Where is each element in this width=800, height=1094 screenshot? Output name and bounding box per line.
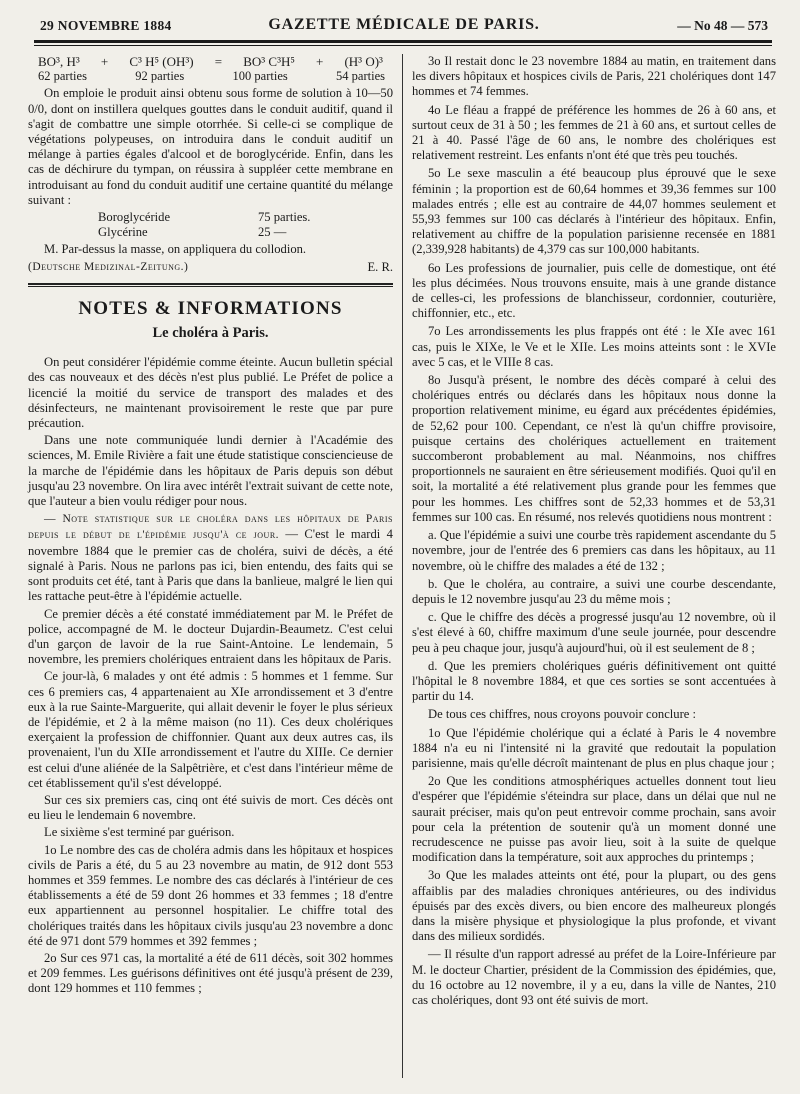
formula-value: 100 parties bbox=[232, 69, 288, 84]
formula-value: 62 parties bbox=[38, 69, 87, 84]
mixture-recipe bbox=[98, 210, 393, 240]
ingredient-qty: 25 — bbox=[258, 225, 287, 240]
conclusion-item: 2o Que les conditions atmosphériques actuelles donnent tout lieu d'espérer que l'épidémie s'éteindra sur place, dans un délai que nul ne saurait préciser, mais qu'on peut entrevoir comme prochain, sans avoir pour cela la prétention de soutenir qu'à un moment donné une recrudescence ne puisse pas avoir lieu, soit à la suite de quelque modification dans la température, soit aux approches du printemps ; bbox=[412, 774, 776, 865]
ingredient-name: Boroglycéride bbox=[98, 210, 171, 225]
note-heading: — Note statistique sur le choléra dans les hôpitaux de Paris depuis le début de l'épidémie jusqu'à ce jour. bbox=[28, 513, 393, 542]
paragraph: Ce jour-là, 6 malades y ont été admis : 5 hommes et 1 femme. Sur ces 6 premiers cas, 4 appartenaient au XIe arrondissement et 3 d'entre eux à la rue Sainte-Marguerite, qui allait devenir le foyer le plus sérieux de l'épidémie, et 2 à la même maison (no 11). Ces deux cholériques exerçaient la profession de chiffonnier. Quant aux deux autres cas, ils provenaient, l'un du XIIe arrondissement et l'autre du XIIIe. Ce dernier est celui d'une aliénée de la Salpêtrière, et c'est dans l'intérieur même de cet établissement qu'il s'est développé. bbox=[28, 669, 393, 790]
paragraph: Dans une note communiquée lundi dernier à l'Académie des sciences, M. Emile Rivière a fait une étude statistique consciencieuse de la marche de l'épidémie dans les hôpitaux de Paris depuis son début jusqu'au 23 novembre. On lira avec intérêt l'extrait suivant de cette note, que l'auteur a bien voulu rédiger pour nous. bbox=[28, 433, 393, 509]
source-name: (Deutsche Medizinal-Zeitung.) bbox=[28, 260, 189, 273]
paragraph: On peut considérer l'épidémie comme éteinte. Aucun bulletin spécial des cas nouveaux et des décès n'est plus publié. Le Préfet de police a licencié la moitié du service de transport des malades et des désinfecteurs, ne maintenant provisoirement le reste que par pure précaution. bbox=[28, 355, 393, 431]
article-title: Le choléra à Paris. bbox=[152, 325, 269, 342]
paragraph: 4o Le fléau a frappé de préférence les hommes de 26 à 60 ans, et surtout ceux de 31 à 50 ; les femmes de 21 à 60 ans, et surtout celles de 21 à 40. Passé l'âge de 60 ans, le nombre des cholériques est relativement restreint. Les enfants n'ont été que très peu touchés. bbox=[412, 102, 776, 163]
ingredient-name: Glycérine bbox=[98, 225, 148, 240]
equation-quantities bbox=[28, 69, 393, 86]
paragraph: M. Par-dessus la masse, on appliquera du collodion. bbox=[44, 242, 307, 257]
paragraph: — Il résulte d'un rapport adressé au préfet de la Loire-Inférieure par M. le docteur Chartier, président de la Commission des épidémies, que, du 16 octobre au 12 novembre, il y a eu, dans la ville de Nantes, 210 cas cholériques, dont 93 ont été suivis de mort. bbox=[412, 947, 776, 1007]
formula-value: 54 parties bbox=[336, 69, 385, 84]
paragraph: 6o Les professions de journalier, puis celle de domestique, ont été les plus décimées. Nous trouvons ensuite, mais à une grande distance de celles-ci, les professions de blanchisseur, cordonnier, couturière, chiffonnier, etc., etc. bbox=[412, 260, 776, 321]
conclusion-item: 1o Que l'épidémie cholérique qui a éclaté à Paris le 4 novembre 1884 n'a eu ni l'intensité ni la gravité que redoutait la population parisienne, mais qu'elle décroît maintenant de plus en plus chaque jour ; bbox=[412, 725, 776, 770]
left-column bbox=[28, 54, 393, 999]
formula-op: + bbox=[316, 54, 324, 69]
note-text: — C'est le mardi 4 novembre 1884 que le premier cas de choléra, suivi de décès, a été signalé à Paris. Nous ne parlons pas ici, bien entendu, des faits qui se sont produits cet été, tant à Paris que dans la banlieue, malgré le lien qui les rattache peut-être à l'épidémie actuelle. bbox=[28, 527, 393, 604]
column-divider bbox=[402, 54, 403, 1078]
paragraph: Le sixième s'est terminé par guérison. bbox=[44, 825, 235, 840]
section-rule bbox=[28, 283, 393, 285]
section-title: NOTES & INFORMATIONS bbox=[78, 297, 343, 319]
paragraph: 1o Le nombre des cas de choléra admis dans les hôpitaux et hospices civils de Paris a été, du 5 au 23 novembre au matin, de 912 dont 553 hommes et 359 femmes. Le nombre des cas déclarés à l'intérieur de ces établissements a été de 59 dont 26 hommes et 33 femmes ; 18 d'entre eux appartiennent au personnel hospitalier. Le chiffre total des cholériques traités dans les hôpitaux civils jusqu'au 23 novembre a donc été de 971 dont 579 hommes et 392 femmes ; bbox=[28, 842, 393, 948]
paragraph: 7o Les arrondissements les plus frappés ont été : le XIe avec 161 cas, puis le XIXe, le Ve et le XIIe. Les moins atteints sont : le XVIe avec 5 cas, et le VIIIe 8 cas. bbox=[412, 324, 776, 369]
issue-page-number: — No 48 — 573 bbox=[677, 18, 768, 33]
page-header bbox=[34, 14, 774, 36]
paragraph: 8o Jusqu'à présent, le nombre des décès comparé à celui des cholériques entrés ou déclarés dans les hôpitaux nous donne la proportion relativement minime, eu égard aux précédentes épidémies, de 52,62 pour 100. Cependant, ce n'est là qu'un chiffre provisoire, puisque certains des cholériques actuellement en traitement succomberont probablement au mal. Néanmoins, nos chiffres proportionnels ne sauraient en être sérieusement modifiés. Quoi qu'il en soit, la mortalité a été relativement plus grande pour les femmes que pour les hommes. Les chiffres sont de 52,33 hommes et de 53,31 femmes sur 100 cas. En résumé, nos relevés quotidiens nous montrent : bbox=[412, 373, 776, 524]
chemical-equation bbox=[28, 54, 393, 69]
formula-op: + bbox=[100, 54, 109, 69]
header-rule bbox=[34, 40, 772, 43]
formula-term: BO³ C³H⁵ bbox=[243, 54, 295, 69]
paragraph: De tous ces chiffres, nous croyons pouvoir conclure : bbox=[428, 707, 697, 722]
source-citation bbox=[28, 260, 393, 275]
paragraph bbox=[28, 511, 393, 604]
conclusion-item: 3o Que les malades atteints ont été, pour la plupart, ou des gens affaiblis par des maladies chroniques antérieures, ou des individus épuisés par des excès divers, ou bien encore des malheureux plongés dans la misère physique et physiologique la plus profonde, et vivant dans des milieux sordidés. bbox=[412, 868, 776, 944]
header-rule-thin bbox=[34, 45, 772, 46]
formula-term: (H³ O)³ bbox=[344, 54, 383, 69]
list-item: b. Que le choléra, au contraire, a suivi une courbe descendante, depuis le 12 novembre jusqu'au 23 du même mois ; bbox=[412, 576, 776, 606]
formula-value: 92 parties bbox=[135, 69, 185, 84]
paragraph: 3o Il restait donc le 23 novembre 1884 au matin, en traitement dans les divers hôpitaux et hospices civils de Paris, 221 cholériques dont 147 hommes et 74 femmes. bbox=[412, 54, 776, 99]
paragraph: 5o Le sexe masculin a été beaucoup plus éprouvé que le sexe féminin ; la proportion est de 60,64 hommes et 39,36 femmes sur 100 malades entrés ; elle est au contraire de 44,07 hommes seulement et 55,93 femmes sur 100 cas déclarés à l'intérieur des hôpitaux. Enfin, relativement au chiffre de la population parisienne recensée en 1881 (2,339,928 habitants) de 4,379 cas sur 100,000 habitants. bbox=[412, 166, 776, 257]
formula-term: C³ H⁵ (OH³) bbox=[129, 54, 194, 69]
list-item: d. Que les premiers cholériques guéris définitivement ont quitté l'hôpital le 8 novembre 1884, et que ces sorties se sont accentuées à partir du 14. bbox=[412, 658, 776, 704]
right-column bbox=[412, 54, 776, 1011]
formula-op: = bbox=[214, 54, 223, 69]
author-initials: E. R. bbox=[367, 259, 393, 274]
section-rule-thin bbox=[28, 286, 393, 287]
paragraph: Ce premier décès a été constaté immédiatement par M. le Préfet de police, accompagné de M. le docteur Dujardin-Beaumetz. C'est celui d'un garçon de lavoir de la rue Saint-Antoine. Le lendemain, 5 novembre, les premiers cholériques entraient dans les hôpitaux de Paris. bbox=[28, 606, 393, 667]
issue-date: 29 NOVEMBRE 1884 bbox=[40, 18, 172, 33]
list-item: c. Que le chiffre des décès a progressé jusqu'au 12 novembre, où il s'est élevé à 60, chiffre maximum d'une seule journée, pour descendre peu à peu chaque jour, jusqu'à aujourd'hui, où il est seulement de 8 ; bbox=[412, 610, 776, 655]
formula-term: BO³, H³ bbox=[38, 54, 80, 69]
paragraph: Sur ces six premiers cas, cinq ont été suivis de mort. Ces décès ont eu lieu le lendemain 6 novembre. bbox=[28, 792, 393, 823]
paragraph: 2o Sur ces 971 cas, la mortalité a été de 611 décès, soit 302 hommes et 209 femmes. Les guérisons définitives ont été jusqu'à présent de 239, dont 129 hommes et 110 femmes ; bbox=[28, 950, 393, 996]
recipe-row bbox=[98, 225, 328, 240]
ingredient-qty: 75 parties. bbox=[258, 210, 311, 225]
list-item: a. Que l'épidémie a suivi une courbe très rapidement ascendante du 5 novembre, jour de l'entrée des 6 premiers cas dans les hôpitaux, au 11 novembre, où le chiffre des malades a été de 132 ; bbox=[412, 528, 776, 573]
paragraph: On emploie le produit ainsi obtenu sous forme de solution à 10—50 0/0, dont on instillera quelques gouttes dans le conduit auditif, quand il s'agit de combattre une simple otorrhée. Si celle-ci se complique de végétations polypeuses, on introduira dans le conduit auditif un mélange à parties égales d'alcool et de boroglycéride. Enfin, dans les cas de déchirure du tympan, on réussira à suppléer cette membrane en introduisant au fond du conduit auditif une certaine quantité du mélange suivant : bbox=[28, 86, 393, 207]
journal-title: GAZETTE MÉDICALE DE PARIS. bbox=[268, 16, 540, 33]
recipe-row bbox=[98, 210, 328, 225]
